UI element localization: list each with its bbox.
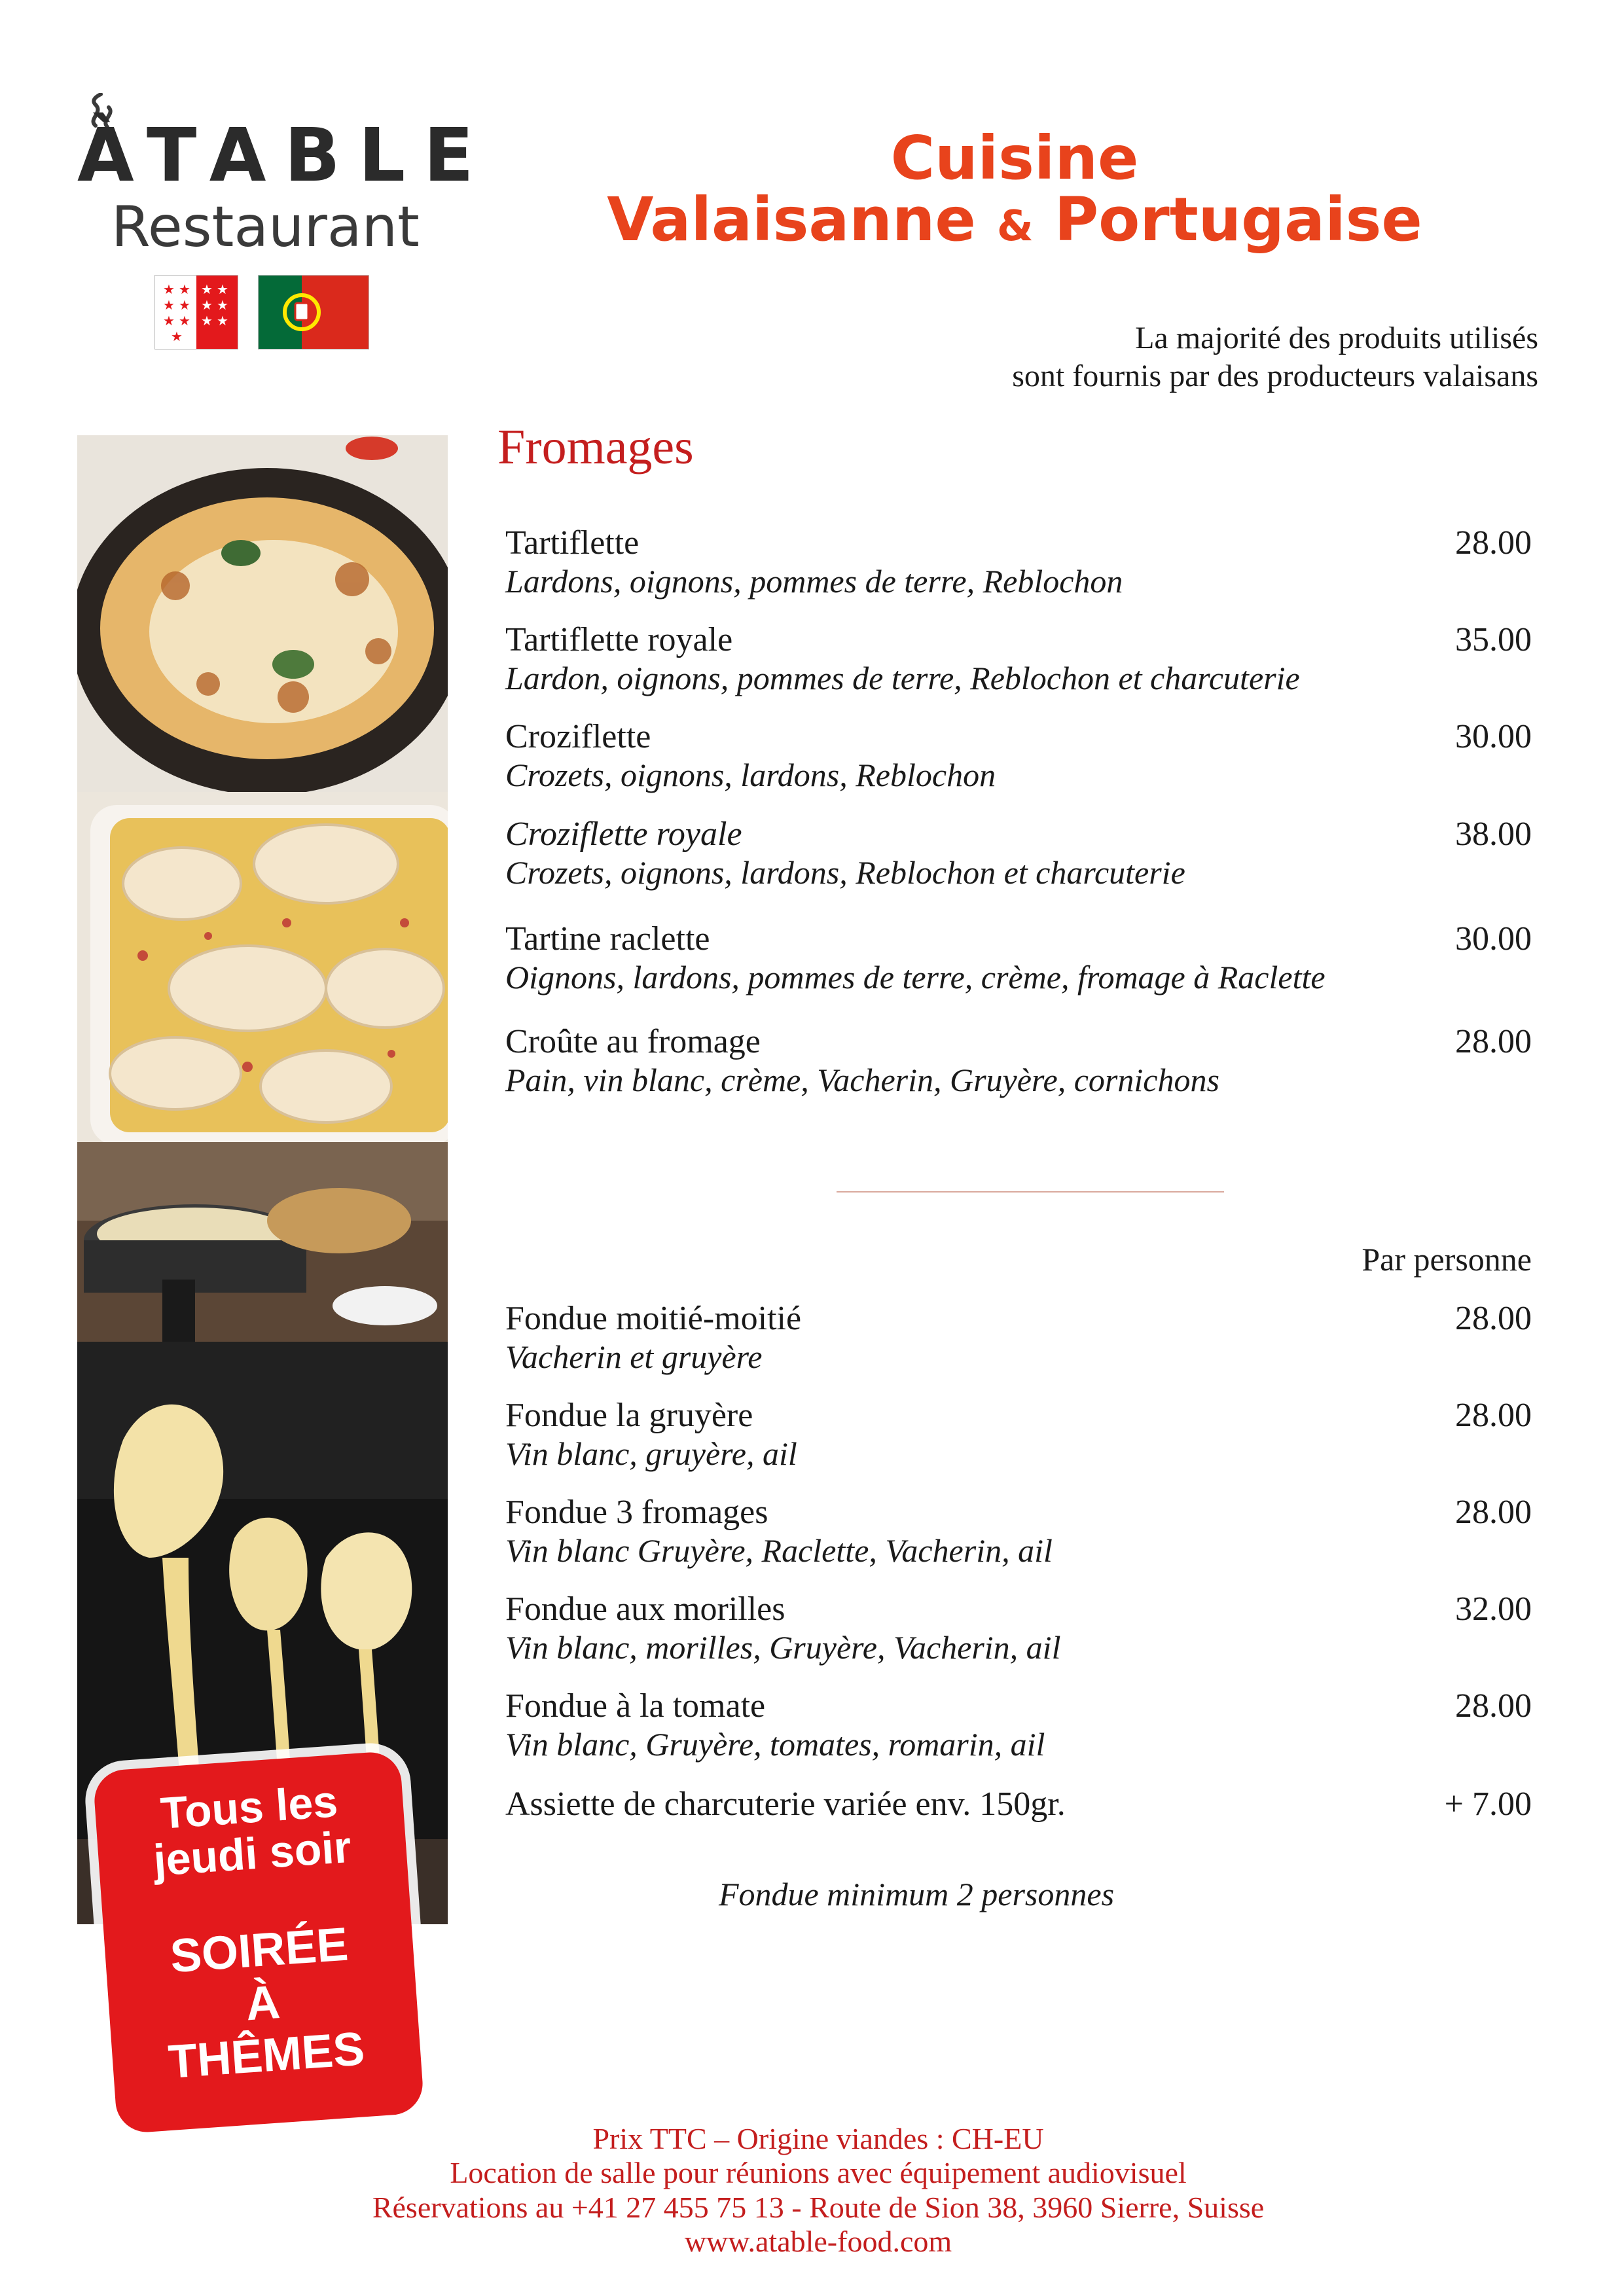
menu-item-name: Fondue 3 fromages (505, 1494, 768, 1531)
title-line-1: Cuisine (890, 123, 1139, 193)
footer (196, 2122, 1440, 2259)
badge-text-bottom (104, 1914, 422, 2093)
menu-item-desc: Vin blanc, morilles, Gruyère, Vacherin, ail (505, 1628, 1061, 1666)
menu-item-name: Tartiflette royale (505, 621, 733, 658)
menu-item-price: 28.00 (1455, 1300, 1532, 1337)
footer-line-1: Prix TTC – Origine viandes : CH-EU (592, 2122, 1044, 2155)
menu-item-price: + 7.00 (1444, 1785, 1532, 1823)
menu-item-name: Fondue à la tomate (505, 1687, 766, 1725)
menu-item-name: Fondue la gruyère (505, 1397, 753, 1434)
menu-item-price: 28.00 (1455, 1687, 1532, 1725)
svg-text:★: ★ (163, 297, 175, 313)
flags (154, 275, 370, 350)
portugal-flag-icon (258, 275, 369, 350)
menu-item-name: Croûte au fromage (505, 1023, 761, 1060)
menu-item-desc: Vin blanc Gruyère, Raclette, Vacherin, ail (505, 1532, 1053, 1569)
per-person-label: Par personne (1362, 1241, 1532, 1278)
svg-text:★: ★ (201, 281, 213, 297)
menu-item (505, 1299, 1532, 1376)
menu-item-price: 28.00 (1455, 1023, 1532, 1060)
title-line-2 (589, 184, 1440, 255)
svg-text:★: ★ (201, 297, 213, 313)
menu-item-price: 28.00 (1455, 1494, 1532, 1531)
menu-item-desc: Vin blanc, Gruyère, tomates, romarin, ail (505, 1725, 1045, 1763)
menu-item (505, 1022, 1532, 1099)
brand-name: ÀTABLE (77, 113, 492, 198)
title-valaisanne: Valaisanne (607, 184, 997, 255)
menu-item-name: Assiette de charcuterie variée env. 150gr. (505, 1785, 1066, 1823)
restaurant-logo (77, 93, 492, 260)
svg-text:★: ★ (201, 313, 213, 329)
svg-text:★: ★ (217, 313, 228, 329)
menu-item-price: 28.00 (1455, 524, 1532, 562)
menu-item-price: 32.00 (1455, 1590, 1532, 1628)
badge-line-5: THÊMES (166, 2022, 367, 2089)
brand-subtitle: Restaurant (111, 194, 420, 260)
svg-text:★: ★ (179, 297, 190, 313)
tartiflette-photo (77, 435, 448, 792)
title-ampersand: & (996, 202, 1034, 251)
menu-item-desc: Pain, vin blanc, crème, Vacherin, Gruyère, cornichons (505, 1061, 1219, 1098)
menu-item-desc: Crozets, oignons, lardons, Reblochon (505, 756, 996, 793)
menu-item-price: 30.00 (1455, 920, 1532, 958)
menu-item (505, 1396, 1532, 1473)
page-title (589, 123, 1440, 255)
menu-item-name: Croziflette royale (505, 816, 742, 853)
footer-line-3: Réservations au +41 27 455 75 13 - Route de Sion 38, 3960 Sierre, Suisse (372, 2190, 1265, 2224)
menu-item-desc: Lardon, oignons, pommes de terre, Reblochon et charcuterie (505, 659, 1300, 696)
menu-item (505, 1493, 1532, 1570)
menu-item (505, 815, 1532, 891)
menu-item-desc: Lardons, oignons, pommes de terre, Reblochon (505, 562, 1123, 600)
badge-line-3: SOIRÉE (168, 1918, 350, 1983)
menu-item-desc: Crozets, oignons, lardons, Reblochon et charcuterie (505, 853, 1185, 891)
croziflette-photo (77, 792, 448, 1142)
menu-item-name: Tartine raclette (505, 920, 710, 958)
badge-text-top (94, 1774, 408, 1888)
menu-item (505, 524, 1532, 600)
menu-item-price: 35.00 (1455, 621, 1532, 658)
intro-line-1: La majorité des produits utilisés (1135, 321, 1538, 355)
menu-item-price: 28.00 (1455, 1397, 1532, 1434)
fondue-pot-photo (77, 1142, 448, 1342)
intro-line-2: sont fournis par des producteurs valaisans (1012, 358, 1538, 393)
menu-item (505, 920, 1532, 996)
svg-text:★: ★ (171, 329, 183, 344)
menu-item-price: 30.00 (1455, 718, 1532, 755)
menu-item-desc: Vin blanc, gruyère, ail (505, 1435, 797, 1472)
svg-text:★: ★ (217, 281, 228, 297)
svg-text:★: ★ (179, 313, 190, 329)
footer-website-link[interactable]: www.atable-food.com (684, 2225, 952, 2259)
menu-item-desc: Vacherin et gruyère (505, 1338, 763, 1375)
badge-line-2: jeudi soir (152, 1822, 353, 1886)
svg-text:★: ★ (179, 281, 190, 297)
title-portugaise: Portugaise (1033, 184, 1422, 255)
intro-text (785, 319, 1538, 395)
svg-text:★: ★ (217, 297, 228, 313)
badge-line-4: À (244, 1975, 282, 2031)
section-title-fromages: Fromages (497, 420, 694, 475)
valais-flag-icon (154, 275, 238, 350)
menu-item (505, 1590, 1532, 1666)
footer-line-2: Location de salle pour réunions avec équipement audiovisuel (450, 2156, 1187, 2190)
fondue-minimum-note: Fondue minimum 2 personnes (718, 1876, 1115, 1912)
theme-night-badge (92, 1750, 425, 2134)
svg-text:★: ★ (163, 281, 175, 297)
svg-text:★: ★ (163, 313, 175, 329)
menu-item (505, 1687, 1532, 1763)
menu-item-extra (505, 1785, 1532, 1824)
badge-line-1: Tous les (158, 1776, 340, 1839)
menu-item (505, 620, 1532, 697)
menu-item-name: Croziflette (505, 718, 651, 755)
menu-item-name: Fondue moitié-moitié (505, 1300, 802, 1337)
menu-item-name: Tartiflette (505, 524, 640, 562)
menu-item-name: Fondue aux morilles (505, 1590, 785, 1628)
menu-item (505, 717, 1532, 794)
food-photos (77, 435, 448, 1924)
menu-item-price: 38.00 (1455, 816, 1532, 853)
section-divider (837, 1191, 1224, 1193)
menu-item-desc: Oignons, lardons, pommes de terre, crème, fromage à Raclette (505, 958, 1326, 996)
